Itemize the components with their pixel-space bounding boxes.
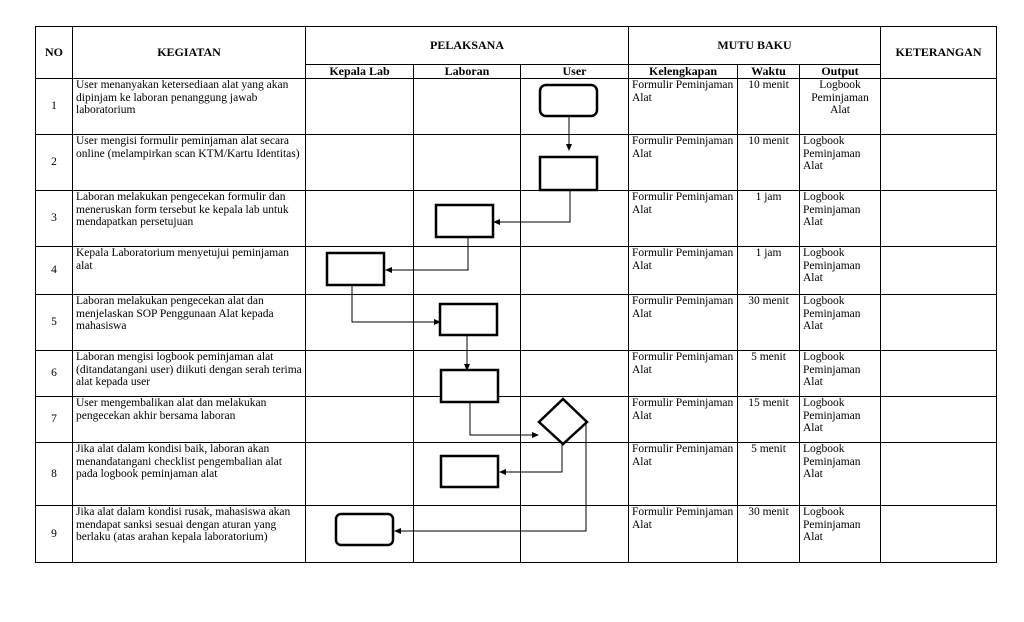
cell-laboran bbox=[414, 191, 521, 247]
cell-keterangan bbox=[881, 506, 997, 563]
table-row bbox=[36, 506, 997, 563]
cell-laboran bbox=[414, 397, 521, 443]
header-keterangan: KETERANGAN bbox=[881, 27, 997, 79]
cell-waktu: 10 menit bbox=[738, 79, 800, 135]
table-row bbox=[36, 295, 997, 351]
cell-laboran bbox=[414, 79, 521, 135]
cell-waktu: 5 menit bbox=[738, 443, 800, 506]
cell-kegiatan: Laboran melakukan pengecekan alat dan menjelaskan SOP Penggunaan Alat kepada mahasiswa bbox=[73, 295, 306, 351]
cell-kepala-lab bbox=[306, 397, 414, 443]
cell-waktu: 10 menit bbox=[738, 135, 800, 191]
cell-keterangan bbox=[881, 191, 997, 247]
cell-kelengkapan: Formulir Peminjaman Alat bbox=[629, 247, 738, 295]
cell-no: 6 bbox=[36, 351, 73, 397]
cell-keterangan bbox=[881, 135, 997, 191]
header-output: Output bbox=[800, 65, 881, 79]
cell-kelengkapan: Formulir Peminjaman Alat bbox=[629, 397, 738, 443]
cell-user bbox=[521, 295, 629, 351]
cell-user bbox=[521, 397, 629, 443]
cell-laboran bbox=[414, 351, 521, 397]
cell-laboran bbox=[414, 506, 521, 563]
cell-output: Logbook Peminjaman Alat bbox=[800, 79, 881, 135]
cell-output: Logbook Peminjaman Alat bbox=[800, 135, 881, 191]
cell-no: 1 bbox=[36, 79, 73, 135]
cell-kepala-lab bbox=[306, 351, 414, 397]
cell-kegiatan: Jika alat dalam kondisi rusak, mahasiswa akan mendapat sanksi sesuai dengan aturan yang berlaku (atas arahan kepala laboratorium) bbox=[73, 506, 306, 563]
cell-waktu: 1 jam bbox=[738, 191, 800, 247]
cell-output: Logbook Peminjaman Alat bbox=[800, 247, 881, 295]
cell-kepala-lab bbox=[306, 443, 414, 506]
cell-waktu: 30 menit bbox=[738, 506, 800, 563]
cell-user bbox=[521, 443, 629, 506]
cell-no: 7 bbox=[36, 397, 73, 443]
cell-kelengkapan: Formulir Peminjaman Alat bbox=[629, 351, 738, 397]
cell-laboran bbox=[414, 295, 521, 351]
cell-laboran bbox=[414, 247, 521, 295]
cell-user bbox=[521, 79, 629, 135]
header-user: User bbox=[521, 65, 629, 79]
cell-waktu: 15 menit bbox=[738, 397, 800, 443]
cell-no: 3 bbox=[36, 191, 73, 247]
cell-kelengkapan: Formulir Peminjaman Alat bbox=[629, 506, 738, 563]
cell-waktu: 1 jam bbox=[738, 247, 800, 295]
header-mutu-baku: MUTU BAKU bbox=[629, 27, 881, 65]
table-row bbox=[36, 191, 997, 247]
header-pelaksana: PELAKSANA bbox=[306, 27, 629, 65]
header-no: NO bbox=[36, 27, 73, 79]
cell-output: Logbook Peminjaman Alat bbox=[800, 295, 881, 351]
cell-output: Logbook Peminjaman Alat bbox=[800, 351, 881, 397]
cell-kegiatan: Kepala Laboratorium menyetujui peminjaman alat bbox=[73, 247, 306, 295]
cell-waktu: 5 menit bbox=[738, 351, 800, 397]
cell-laboran bbox=[414, 443, 521, 506]
cell-kegiatan: User menanyakan ketersediaan alat yang akan dipinjam ke laboran penanggung jawab laboratorium bbox=[73, 79, 306, 135]
cell-kepala-lab bbox=[306, 79, 414, 135]
cell-kegiatan: Laboran melakukan pengecekan formulir dan meneruskan form tersebut ke kepala lab untuk mendapatkan persetujuan bbox=[73, 191, 306, 247]
table-row bbox=[36, 79, 997, 135]
cell-kegiatan: Laboran mengisi logbook peminjaman alat (ditandatangani user) diikuti dengan serah terima alat kepada user bbox=[73, 351, 306, 397]
cell-output: Logbook Peminjaman Alat bbox=[800, 443, 881, 506]
cell-kelengkapan: Formulir Peminjaman Alat bbox=[629, 135, 738, 191]
cell-keterangan bbox=[881, 247, 997, 295]
cell-kelengkapan: Formulir Peminjaman Alat bbox=[629, 191, 738, 247]
cell-no: 5 bbox=[36, 295, 73, 351]
cell-no: 9 bbox=[36, 506, 73, 563]
cell-kelengkapan: Formulir Peminjaman Alat bbox=[629, 295, 738, 351]
cell-kepala-lab bbox=[306, 191, 414, 247]
header-kegiatan: KEGIATAN bbox=[73, 27, 306, 79]
cell-kepala-lab bbox=[306, 295, 414, 351]
cell-keterangan bbox=[881, 295, 997, 351]
table-row bbox=[36, 135, 997, 191]
cell-kelengkapan: Formulir Peminjaman Alat bbox=[629, 79, 738, 135]
cell-no: 8 bbox=[36, 443, 73, 506]
cell-keterangan bbox=[881, 79, 997, 135]
cell-kelengkapan: Formulir Peminjaman Alat bbox=[629, 443, 738, 506]
cell-output: Logbook Peminjaman Alat bbox=[800, 506, 881, 563]
table-row bbox=[36, 351, 997, 397]
cell-user bbox=[521, 247, 629, 295]
sop-table bbox=[35, 26, 997, 563]
cell-keterangan bbox=[881, 397, 997, 443]
cell-user bbox=[521, 135, 629, 191]
cell-kepala-lab bbox=[306, 135, 414, 191]
cell-keterangan bbox=[881, 351, 997, 397]
header-laboran: Laboran bbox=[414, 65, 521, 79]
cell-user bbox=[521, 191, 629, 247]
table-row bbox=[36, 443, 997, 506]
cell-kegiatan: User mengembalikan alat dan melakukan pengecekan akhir bersama laboran bbox=[73, 397, 306, 443]
table-row bbox=[36, 247, 997, 295]
cell-laboran bbox=[414, 135, 521, 191]
table-body bbox=[36, 79, 997, 563]
cell-user bbox=[521, 351, 629, 397]
header-kelengkapan: Kelengkapan bbox=[629, 65, 738, 79]
cell-kepala-lab bbox=[306, 506, 414, 563]
header-kepala-lab: Kepala Lab bbox=[306, 65, 414, 79]
cell-output: Logbook Peminjaman Alat bbox=[800, 397, 881, 443]
cell-user bbox=[521, 506, 629, 563]
cell-no: 2 bbox=[36, 135, 73, 191]
table-row bbox=[36, 397, 997, 443]
cell-no: 4 bbox=[36, 247, 73, 295]
header-waktu: Waktu bbox=[738, 65, 800, 79]
cell-kegiatan: Jika alat dalam kondisi baik, laboran akan menandatangani checklist pengembalian alat pada logbook peminjaman alat bbox=[73, 443, 306, 506]
cell-kegiatan: User mengisi formulir peminjaman alat secara online (melampirkan scan KTM/Kartu Identitas) bbox=[73, 135, 306, 191]
cell-keterangan bbox=[881, 443, 997, 506]
cell-waktu: 30 menit bbox=[738, 295, 800, 351]
cell-output: Logbook Peminjaman Alat bbox=[800, 191, 881, 247]
cell-kepala-lab bbox=[306, 247, 414, 295]
